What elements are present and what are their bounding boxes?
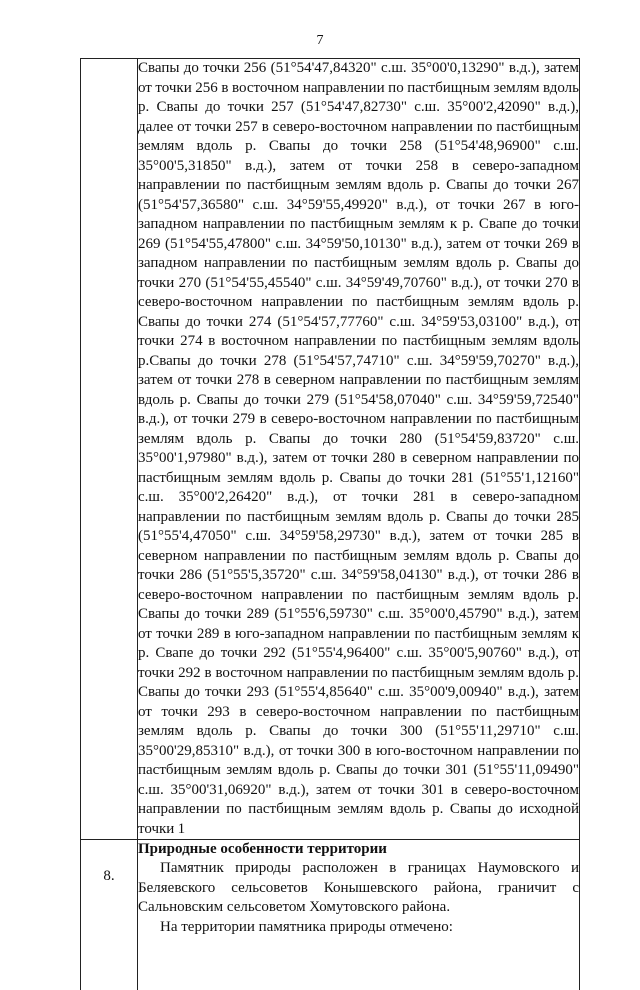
table-row	[81, 59, 580, 840]
boundary-description: Свапы до точки 256 (51°54'47,84320" с.ш. 35°00'0,13290" в.д.), затем от точки 256 в восточном направлении по пастбищным землям вдоль р. Свапы до точки 257 (51°54'47,82730" с.ш. 35°00'2,42090" в.д.), далее от точки 257 в северо-восточном направлении по пастбищным землям вдоль р. Свапы до точки 258 (51°54'48,96900" с.ш. 35°00'5,31850" в.д.), затем от точки 258 в северо-западном направлении по пастбищным землям вдоль р. Свапы до точки 267 (51°54'57,36580" с.ш. 34°59'55,49920" в.д.), от точки 267 в юго-западном направлении по пастбищным землям к р. Свапе до точки 269 (51°54'55,47800" с.ш. 34°59'50,10130" в.д.), затем от точки 269 в западном направлении по пастбищным землям вдоль р. Свапы до точки 270 (51°54'55,45540" с.ш. 34°59'49,70760" в.д.), от точки 270 в северо-восточном направлении по пастбищным землям вдоль р. Свапы до точки 274 (51°54'57,77760" с.ш. 34°59'53,03100" в.д.), от точки 274 в восточном направлении по пастбищным землям вдоль р.Свапы до точки 278 (51°54'57,74710" с.ш. 34°59'59,70270" в.д.), затем от точки 278 в северном направлении по пастбищным землям вдоль р. Свапы до точки 279 (51°54'58,07040" с.ш. 34°59'59,72540" в.д.), от точки 279 в северо-восточном направлении по пастбищным землям вдоль р. Свапы до точки 280 (51°54'59,83720" с.ш. 35°00'1,97980" в.д.), затем от точки 280 в северном направлении по пастбищным землям вдоль р. Свапы до точки 281 (51°55'1,12160" с.ш. 35°00'2,26420" в.д.), от точки 281 в северо-западном направлении по пастбищным землям вдоль р. Свапы до точки 285 (51°55'4,47050" с.ш. 34°59'58,29730" в.д.), затем от точки 285 в северном направлении по пастбищным землям вдоль р. Свапы до точки 286 (51°55'5,35720" с.ш. 34°59'58,04130" в.д.), от точки 286 в северо-восточном направлении по пастбищным землям вдоль р. Свапы до точки 289 (51°55'6,59730" с.ш. 35°00'0,45790" в.д.), затем от точки 289 в юго-западном направлении по пастбищным землям к р. Свапе до точки 292 (51°55'4,96400" с.ш. 35°00'5,90760" в.д.), от точки 292 в восточном направлении по пастбищным землям вдоль р. Свапы до точки 293 (51°55'4,85640" с.ш. 35°00'9,00940" в.д.), затем от точки 293 в северо-восточном направлении по пастбищным землям вдоль р. Свапы до точки 300 (51°55'11,29710" с.ш. 35°00'29,85310" в.д.), от точки 300 в юго-восточном направлении по пастбищным землям вдоль р. Свапы до точки 301 (51°55'11,09490" с.ш. 35°00'31,06920" в.д.), затем от точки 301 в северо-восточном направлении по пастбищным землям вдоль р. Свапы до исходной точки 1	[138, 59, 579, 839]
section-title: Природные особенности территории	[138, 840, 579, 859]
row-number-cell	[81, 840, 138, 990]
paragraph-observed: На территории памятника природы отмечено:	[138, 918, 579, 938]
document-table	[80, 58, 580, 990]
paragraph-location: Памятник природы расположен в границах Наумовского и Беляевского сельсоветов Конышевского района, граничит с Сальновским сельсоветом Хомутовского района.	[138, 859, 579, 918]
page-number: 7	[0, 33, 640, 49]
row-number: 8.	[81, 840, 137, 885]
row-content-cell	[138, 59, 580, 840]
row-number	[81, 59, 137, 87]
table-row	[81, 840, 580, 990]
row-content-cell	[138, 840, 580, 990]
row-number-cell	[81, 59, 138, 840]
